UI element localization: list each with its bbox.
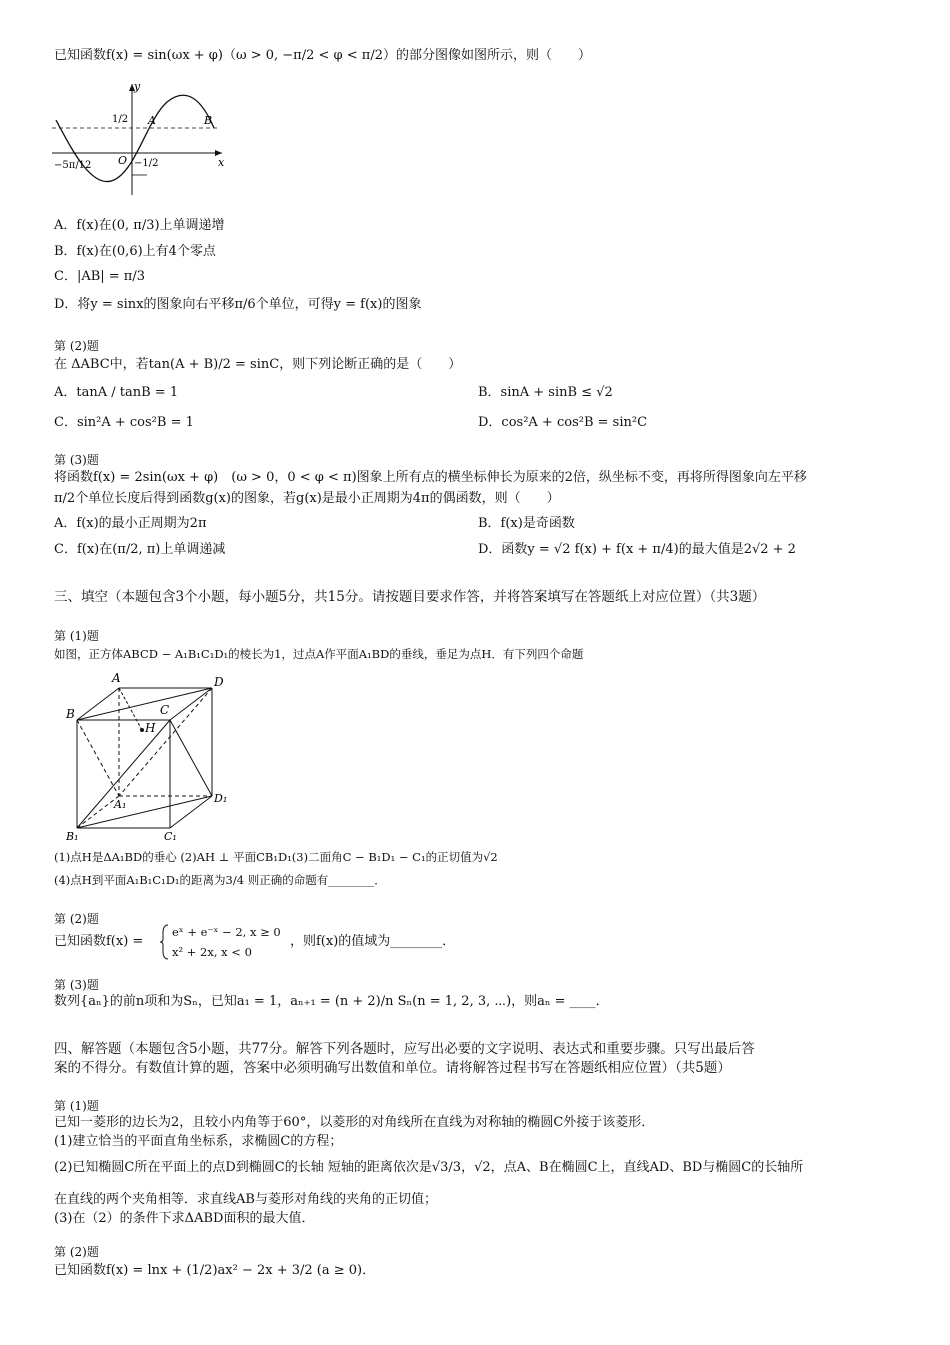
graph-x-label: x [218,156,225,169]
sine-graph [52,80,232,200]
j1-part-3: (3)在（2）的条件下求ΔABD面积的最大值． [54,1211,315,1226]
cube-label-b1: B₁ [66,830,79,843]
cube-label-a1: A₁ [114,798,127,811]
q-first-stem: 已知函数f(x) = sin(ωx + φ)（ω > 0, −π/2 < φ < π/2）的部分图像如图所示，则（ ） [54,48,591,63]
q2-option-b: B．sinA + sinB ≤ √2 [478,385,613,400]
j1-part-2a: (2)已知椭圆C所在平面上的点D到椭圆C的长轴 短轴的距离依次是√3/3，√2，点A、B在椭圆C上，直线AD、BD与椭圆C的长轴所 [54,1160,804,1175]
f2-case-1: eˣ + e⁻ˣ − 2, x ≥ 0 [172,925,281,939]
j1-label: 第 (1)题 [54,1099,99,1113]
q2-option-c: C．sin²A + cos²B = 1 [54,415,194,430]
f3-stem: 数列{aₙ}的前n项和为Sₙ，已知a₁ = 1，aₙ₊₁ = (n + 2)/n Sₙ(n = 1, 2, 3, ⋯)，则aₙ = ____． [54,994,609,1009]
f1-label: 第 (1)题 [54,629,99,643]
q3-stem-line1: 将函数f(x) = 2sin(ωx + φ) (ω > 0，0 < φ < π)图象上所有点的横坐标伸长为原来的2倍，纵坐标不变，再将所得图象向左平移 [54,470,807,485]
q3-option-d: D．函数y = √2 f(x) + f(x + π/4)的最大值是2√2 + 2 [478,542,796,557]
q3-label: 第 (3)题 [54,453,99,467]
f3-label: 第 (3)题 [54,978,99,992]
cube-figure [62,668,237,843]
graph-point-b: B [204,114,213,127]
f1-line2: (4)点H到平面A₁B₁C₁D₁的距离为3/4 则正确的命题有________． [54,873,386,887]
f2-stem: 已知函数f(x) = [54,934,144,949]
f2-brace [160,924,170,960]
cube-label-d1: D₁ [214,792,228,805]
j1-stem: 已知一菱形的边长为2，且较小内角等于60°，以菱形的对角线所在直线为对称轴的椭圆C外接于该菱形． [54,1115,655,1130]
graph-point-a: A [148,114,156,127]
q2-option-a: A．tanA / tanB = 1 [54,385,179,400]
graph-neg-half: −1/2 [134,158,159,169]
f2-label: 第 (2)题 [54,912,99,926]
section-4-title-line1: 四、解答题（本题包含5小题，共77分。解答下列各题时，应写出必要的文字说明、表达式和重要步骤。只写出最后答 [54,1041,755,1057]
cube-label-c: C [160,703,170,717]
cube-label-b: B [66,707,75,721]
cube-label-d: D [214,675,224,689]
j2-label: 第 (2)题 [54,1245,99,1259]
q-first-option-c: C．|AB| = π/3 [54,269,146,284]
f2-case-2: x² + 2x, x < 0 [172,945,252,959]
q3-option-c: C．f(x)在(π/2, π)上单调递减 [54,542,226,557]
q3-option-a: A．f(x)的最小正周期为2π [54,516,207,531]
j2-stem: 已知函数f(x) = lnx + (1/2)ax² − 2x + 3/2 (a ≥ 0)． [54,1263,376,1278]
q2-option-d: D．cos²A + cos²B = sin²C [478,415,648,430]
graph-y-label: y [134,80,141,93]
f1-stem: 如图，正方体ABCD − A₁B₁C₁D₁的棱长为1，过点A作平面A₁BD的垂线，垂足为点H．有下列四个命题 [54,647,584,661]
f2-tail: ，则f(x)的值域为________． [290,934,456,949]
section-3-title: 三、填空（本题包含3个小题，每小题5分，共15分。请按题目要求作答，并将答案填写在答题纸上对应位置）（共3题） [54,589,766,605]
q2-label: 第 (2)题 [54,339,99,353]
q3-option-b: B．f(x)是奇函数 [478,516,575,531]
q-first-option-b: B．f(x)在(0,6)上有4个零点 [54,244,216,259]
q2-stem: 在 ΔABC中，若tan(A + B)/2 = sinC，则下列论断正确的是（ ） [54,357,462,372]
graph-neg-5pi12: −5π/12 [54,160,92,171]
cube-label-h: H [145,721,156,735]
q-first-option-d: D．将y = sinx的图象向右平移π/6个单位，可得y = f(x)的图象 [54,297,422,312]
cube-label-c1: C₁ [164,830,177,843]
f1-line1: (1)点H是ΔA₁BD的垂心 (2)AH ⊥ 平面CB₁D₁(3)二面角C − B₁D₁ − C₁的正切值为√2 [54,850,498,864]
j1-part-1: (1)建立恰当的平面直角坐标系，求椭圆C的方程； [54,1134,343,1149]
q3-stem-line2: π/2个单位长度后得到函数g(x)的图象，若g(x)是最小正周期为4π的偶函数，则（ ） [54,491,560,506]
j1-part-2b: 在直线的两个夹角相等．求直线AB与菱形对角线的夹角的正切值； [54,1192,437,1207]
cube-label-a: A [112,671,121,685]
q-first-option-a: A．f(x)在(0, π/3)上单调递增 [54,218,225,233]
graph-origin: O [118,154,128,167]
section-4-title-line2: 案的不得分。有数值计算的题，答案中必须明确写出数值和单位。请将解答过程书写在答题纸相应位置）（共5题） [54,1060,731,1076]
graph-half: 1/2 [112,114,129,125]
